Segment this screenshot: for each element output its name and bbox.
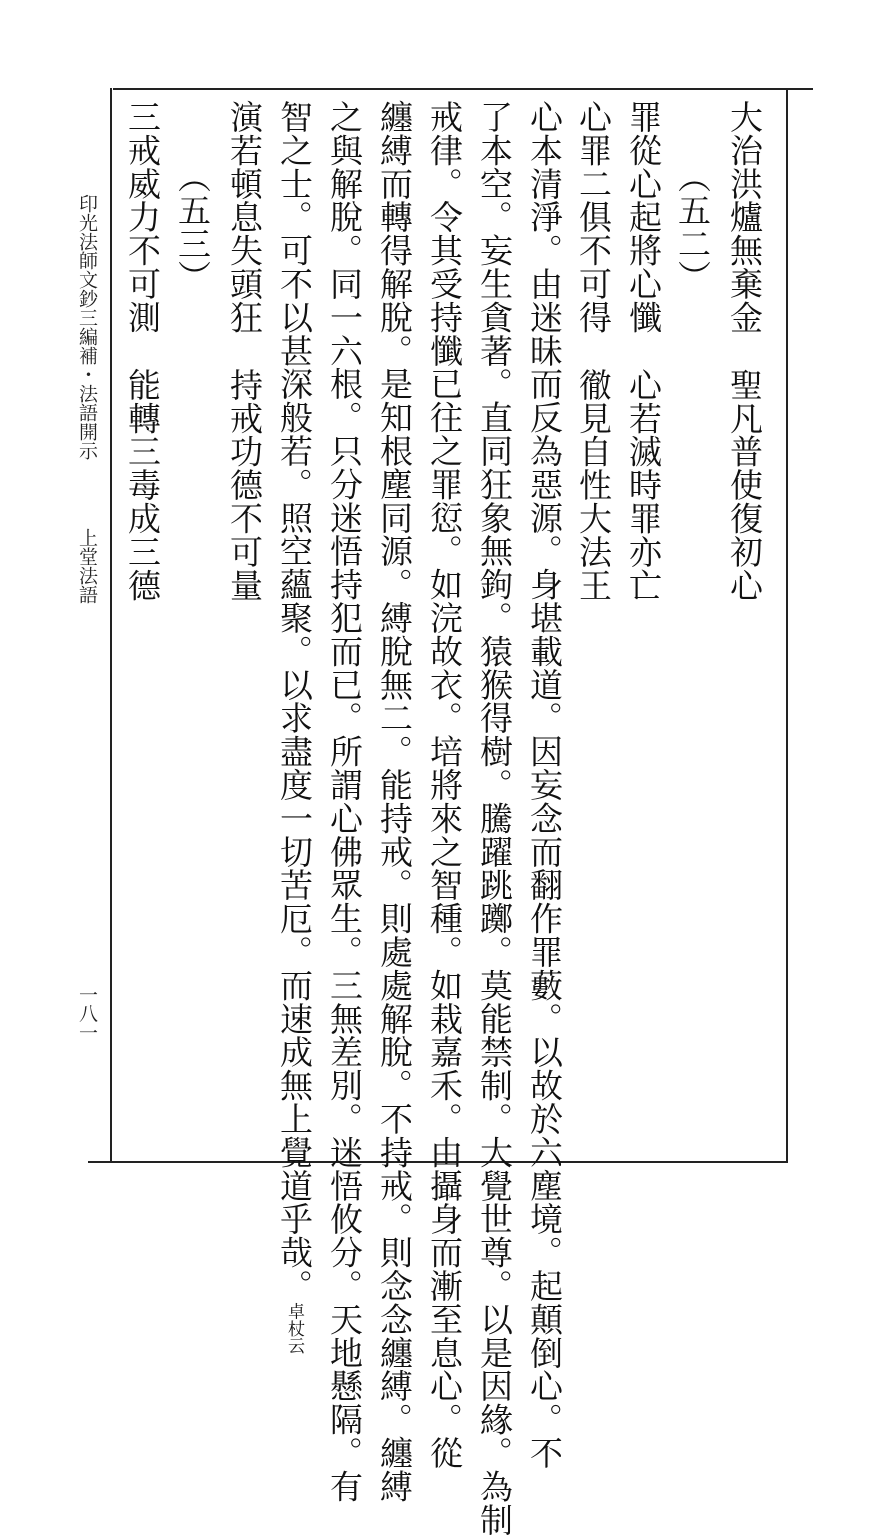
verse-line: 能轉三毒成三德	[123, 367, 162, 602]
verse-line: 心若滅時罪亦亡	[624, 367, 663, 602]
verse-column	[624, 100, 663, 602]
prose-column: 心本清淨。由迷昧而反為惡源。身堪載道。因妄念而翻作罪藪。以故於六塵境。起顛倒心。不	[525, 100, 564, 1470]
verse-column	[225, 100, 264, 602]
verse-line: 演若頓息失頭狂	[225, 100, 264, 334]
book-title: 印光法師文鈔三編補・法語開示	[76, 194, 98, 460]
prose-column: 了本空。妄生貪著。直同狂象無鉤。猿猴得樹。騰躍跳躑。莫能禁制。大覺世尊。以是因緣。為制	[475, 100, 514, 1536]
verse-column	[574, 100, 613, 602]
verse-line: 持戒功德不可量	[225, 367, 264, 602]
prose-column: 之與解脫。同一六根。只分迷悟持犯而已。所謂心佛眾生。三無差別。迷悟攸分。天地懸隔。有	[325, 100, 364, 1503]
verse-line: 罪從心起將心懺	[624, 100, 663, 334]
prose-column	[275, 100, 314, 1355]
verse-line: 三戒威力不可測	[123, 100, 162, 334]
verse-column	[123, 100, 162, 602]
page-frame-top	[113, 88, 813, 90]
prose-text: 智之士。可不以甚深般若。照空蘊聚。以求盡度一切苦厄。而速成無上覺道乎哉。	[275, 100, 314, 1303]
section-marker: （五二）	[673, 160, 712, 294]
verse-line: 心罪二俱不可得	[574, 100, 613, 334]
page-frame-left	[110, 88, 112, 1163]
verse-line: 徹見自性大法王	[574, 367, 613, 602]
page-number: 一八一	[76, 985, 98, 1042]
prose-column: 纏縛而轉得解脫。是知根塵同源。縛脫無二。能持戒。則處處解脫。不持戒。則念念纏縛。纏縛	[375, 100, 414, 1503]
verse-line: 大治洪爐無棄金	[725, 100, 764, 334]
section-marker: （五三）	[173, 160, 212, 294]
verse-column	[725, 100, 764, 602]
verse-line: 聖凡普使復初心	[725, 367, 764, 602]
prose-column: 戒律。令其受持懺已往之罪愆。如浣故衣。培將來之智種。如栽嘉禾。由攝身而漸至息心。從	[425, 100, 464, 1470]
interlinear-note: 卓杖云	[284, 1302, 304, 1355]
page-frame-right	[786, 88, 788, 1163]
section-title: 上堂法語	[76, 528, 98, 604]
